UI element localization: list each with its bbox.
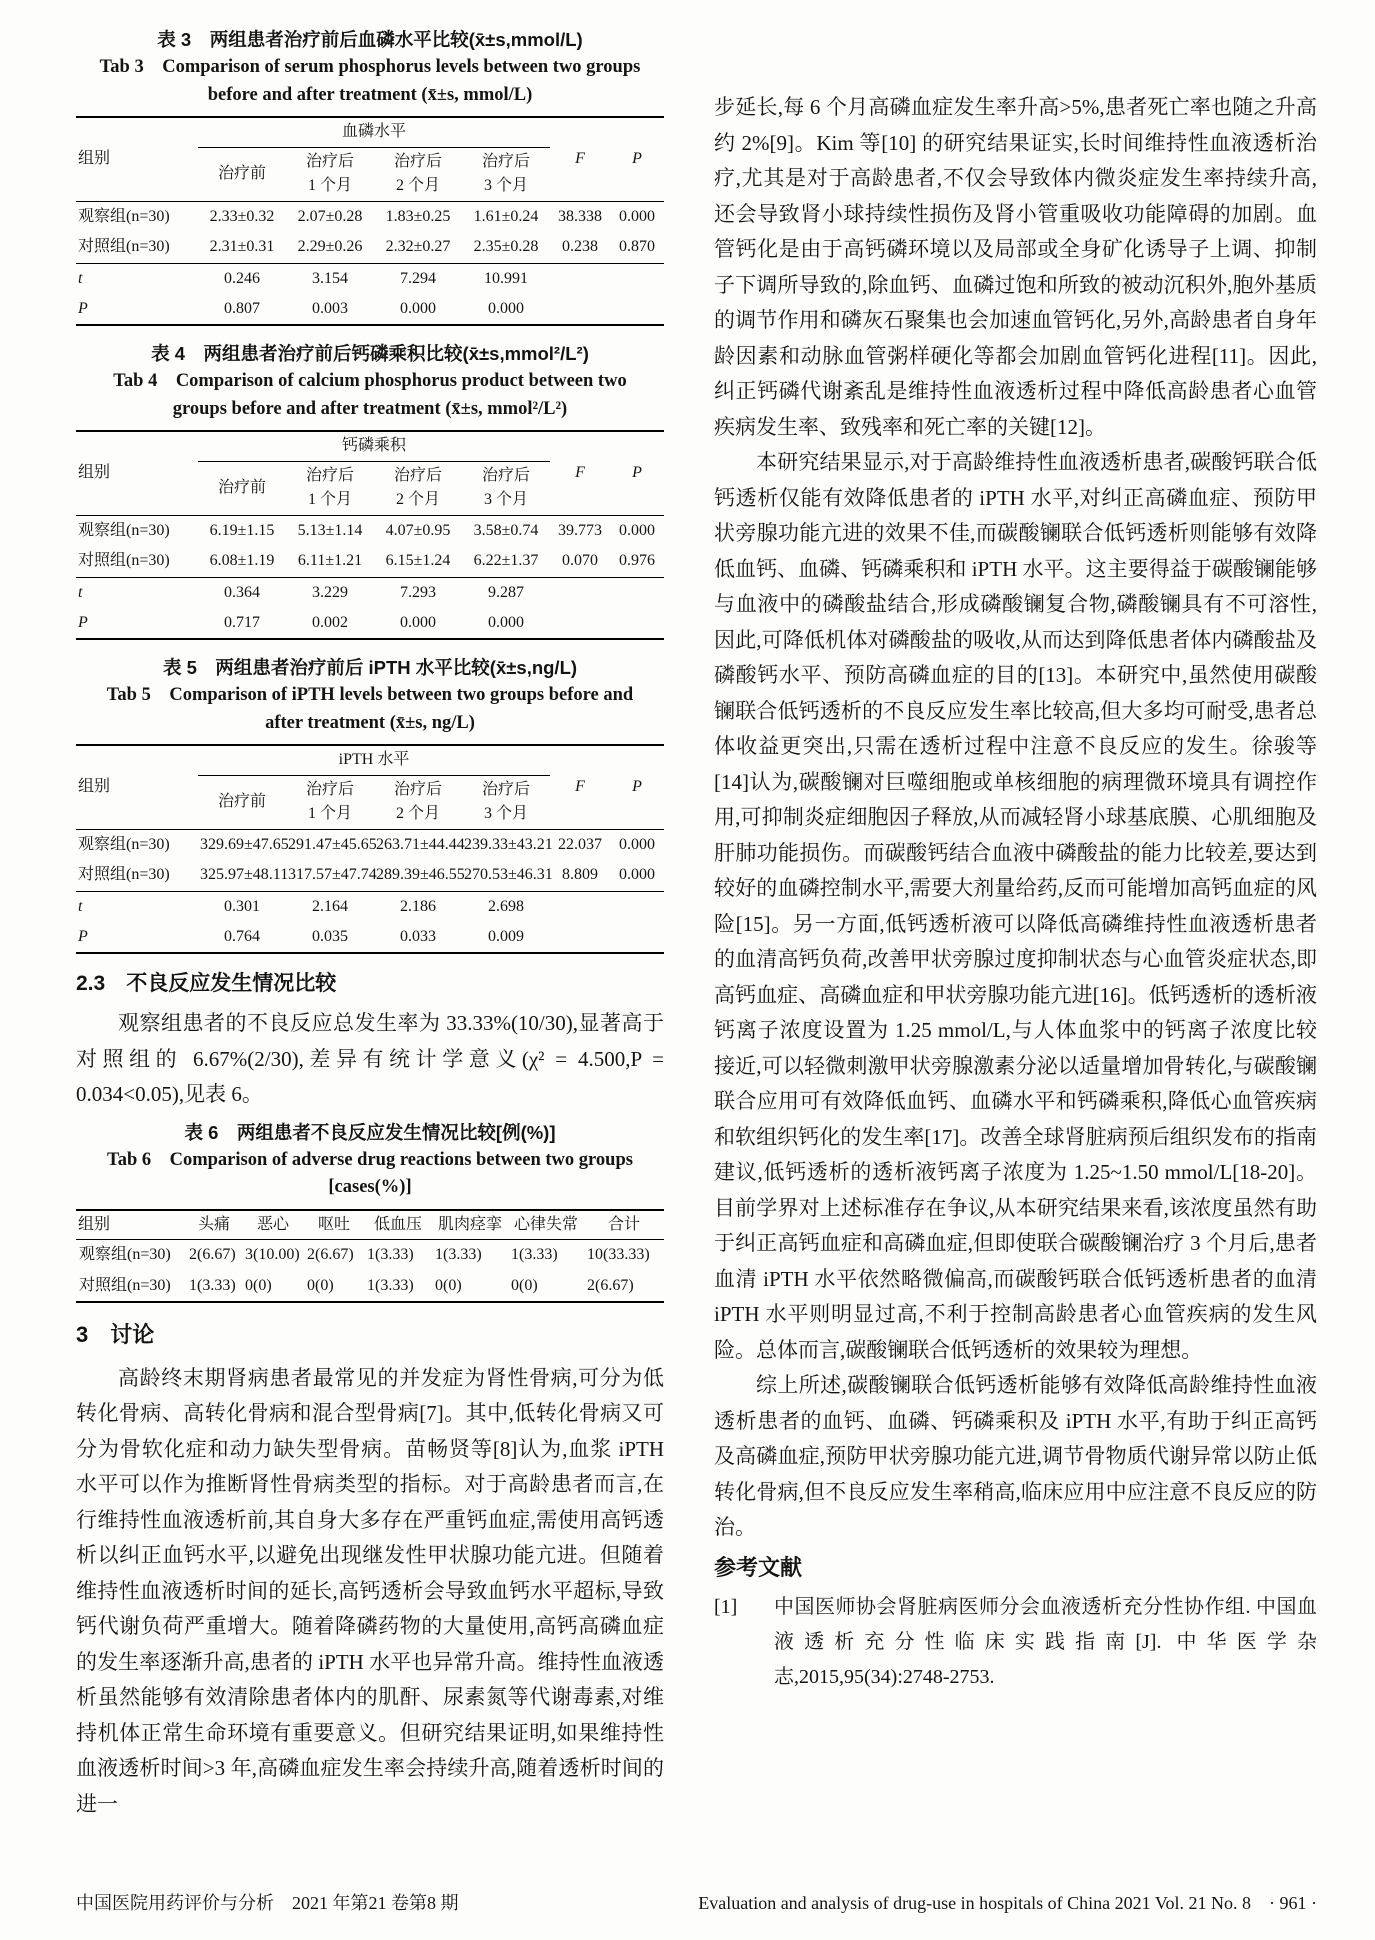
cell — [550, 608, 610, 639]
results-discussion-paragraph: 本研究结果显示,对于高龄维持性血液透析患者,碳酸钙联合低钙透析仅能有效降低患者的 iPTH 水平,对纠正高磷血症、预防甲状旁腺功能亢进的效果不佳,而碳酸镧联合低钙透析则能够有效降低血钙、血磷、钙磷乘积和 iPTH 水平。这主要得益于碳酸镧能够与血液中的磷酸盐结合,形成磷酸镧复合物,磷酸镧具有不可溶性,因此,可降低机体对磷酸盐的吸收,从而达到降低患者体内磷酸盐及磷酸钙水平、预防高磷血症的目的[13]。本研究中,虽然使用碳酸镧联合低钙透析的不良反应发生率比较高,但大多均可耐受,患者总体收益更突出,只需在透析过程中注意不良反应的发生。徐骏等[14]认为,碳酸镧对巨噬细胞或单核细胞的病理微环境具有调控作用,可抑制炎症细胞因子释放,从而减轻肾小球基底膜、心肌细胞及肝肺功能损伤。而碳酸钙结合血液中磷酸盐的能力比较差,要达到较好的血磷控制水平,需要大剂量给药,反而可能增加高钙血症的风险[15]。另一方面,低钙透析液可以降低高磷维持性血液透析患者的血清高钙负荷,改善甲状旁腺过度抑制状态与心血管炎症状态,即高钙血症、高磷血症和甲状旁腺功能亢进[16]。低钙透析的透析液钙离子浓度设置为 1.25 mmol/L,与人体血浆中的钙离子浓度比较接近,可以轻微刺激甲状旁腺激素分泌以适量增加骨转化,与碳酸镧联合应用可有效降低血钙、血磷水平和钙磷乘积,降低心血管疾病和软组织钙化的发生率[17]。改善全球肾脏病预后组织发布的指南建议,低钙透析的透析液钙离子浓度为 1.25~1.50 mmol/L[18-20]。目前学界对上述标准存在争议,从本研究结果来看,该浓度虽然有助于纠正高钙血症和高磷血症,但即使联合碳酸镧治疗 3 个月后,患者血清 iPTH 水平依然略微偏高,而碳酸钙联合低钙透析患者的血清 iPTH 水平则明显过高,不利于控制高龄患者心血管疾病的发生风险。总体而言,碳酸镧联合低钙透析的效果较为理想。 — [714, 450, 1317, 1362]
cell: 0.246 — [224, 269, 260, 287]
row-label: t — [78, 897, 83, 915]
table3-title-zh: 表 3 两组患者治疗前后血磷水平比较(x̄±s,mmol/L) — [157, 29, 583, 50]
discussion-paragraph: 高龄终末期肾病患者最常见的并发症为肾性骨病,可分为低转化骨病、高转化骨病和混合型骨病[7]。其中,低转化骨病又可分为骨软化症和动力缺失型骨病。苗畅贤等[8]认为,血浆 iPTH 水平可以作为推断肾性骨病类型的指标。对于高龄患者而言,在行维持性血液透析前,其自身大多存在严重钙血症,需使用高钙透析以纠正血钙水平,以避免出现继发性甲状腺功能亢进。但随着维持性血液透析时间的延长,高钙透析会导致血钙水平超标,导致钙代谢负荷严重增大。随着降磷药物的大量使用,高钙高磷血症的发生率逐渐升高,患者的 iPTH 水平也异常升高。维持性血液透析虽然能够有效清除患者体内的肌酐、尿素氮等代谢毒素,对维持机体正常生命环境有重要意义。但研究结果证明,如果维持性血液透析时间>3 年,高磷血症发生率会持续升高,随着透析时间的进一 — [76, 1365, 664, 1816]
cell: 2.32±0.27 — [374, 232, 462, 263]
cell — [610, 263, 664, 294]
cell: 0(0) — [435, 1276, 462, 1294]
cell: 39.773 — [558, 521, 603, 539]
cell: 317.57±47.74 — [286, 860, 374, 891]
header-line-1: 治疗后 — [305, 153, 354, 170]
header-line-1: 治疗后 — [305, 781, 354, 798]
header-line-2: 2 个月 — [395, 177, 440, 194]
cell: 1(3.33) — [367, 1276, 414, 1294]
cell: 0.870 — [610, 232, 664, 263]
cell: 2(6.67) — [189, 1246, 236, 1264]
header-line-1: 治疗后 — [393, 781, 442, 798]
table5-header-group: 组别 — [76, 745, 198, 829]
two-column-layout — [76, 26, 1317, 1822]
header-line-1: 治疗前 — [217, 165, 266, 182]
header-line-2: 3 个月 — [484, 491, 529, 508]
table6-header-cramp: 肌肉痉挛 — [432, 1210, 508, 1240]
table4-header-spanner: 钙磷乘积 — [198, 431, 550, 461]
row-label: t — [78, 583, 83, 601]
cell — [610, 608, 664, 639]
cell: 2.31±0.31 — [198, 232, 286, 263]
row-label: 对照组(n=30) — [76, 546, 198, 577]
cell: 0.035 — [312, 928, 348, 945]
table3-header-pre — [198, 147, 286, 201]
table6-header-nausea: 恶心 — [242, 1210, 304, 1240]
cell: 0(0) — [245, 1276, 272, 1294]
table-row — [76, 515, 664, 546]
cell: 2(6.67) — [587, 1276, 634, 1294]
table6-header-vomit: 呕吐 — [304, 1210, 364, 1240]
table-row — [76, 201, 664, 232]
header-line-1: 治疗后 — [393, 153, 442, 170]
header-line-2: 3 个月 — [483, 805, 528, 822]
table5-header-f: F — [550, 745, 610, 829]
table5-spanner-row — [76, 745, 664, 775]
table5-title-zh: 表 5 两组患者治疗前后 iPTH 水平比较(x̄±s,ng/L) — [162, 657, 578, 678]
cell: 1(3.33) — [189, 1276, 236, 1294]
cell: 0.717 — [224, 614, 260, 631]
table6-header-headache: 头痛 — [186, 1210, 242, 1240]
row-label: 观察组(n=30) — [78, 521, 170, 539]
row-label: P — [78, 614, 88, 631]
table-row — [76, 1271, 664, 1302]
cell: 4.07±0.95 — [385, 521, 451, 539]
table3-header-m1 — [286, 147, 374, 201]
cell: 0(0) — [511, 1276, 538, 1294]
header-line-2: 2 个月 — [395, 491, 440, 508]
cell: 0.807 — [224, 300, 260, 317]
row-label: 对照组(n=30) — [76, 232, 198, 263]
cell: 0.002 — [312, 614, 348, 631]
table4-header-f: F — [550, 431, 610, 515]
table4-header-m3 — [462, 461, 550, 515]
cell — [550, 263, 610, 294]
cell: 0.000 — [619, 521, 656, 539]
table3-block — [76, 26, 664, 326]
table5-header-pre — [198, 775, 286, 829]
header-line-2: 3 个月 — [484, 177, 529, 194]
cell: 329.69±47.65 — [200, 835, 289, 853]
cell: 5.13±1.14 — [297, 521, 363, 539]
header-line-2: 1 个月 — [307, 177, 352, 194]
cell: 10(33.33) — [587, 1246, 650, 1264]
cell: 0.000 — [488, 614, 524, 631]
cell: 0.364 — [224, 583, 260, 601]
table4-block — [76, 340, 664, 640]
reference-item — [714, 1590, 1317, 1695]
row-label: 对照组(n=30) — [79, 1276, 171, 1294]
cell: 1(3.33) — [511, 1246, 558, 1264]
cell: 2.07±0.28 — [297, 207, 363, 225]
row-label: 观察组(n=30) — [79, 1246, 171, 1264]
cell: 0.000 — [400, 300, 436, 317]
header-line-1: 治疗后 — [482, 153, 531, 170]
cell: 325.97±48.11 — [198, 860, 286, 891]
footer-journal-en: Evaluation and analysis of drug-use in hospitals of China 2021 Vol. 21 No. 8 · 961 · — [698, 1893, 1317, 1913]
reference-number: [1] — [714, 1595, 738, 1618]
cell: 7.293 — [400, 583, 436, 601]
cell: 3.229 — [312, 583, 348, 601]
cell: 291.47±45.65 — [288, 835, 377, 853]
table3 — [76, 116, 664, 326]
cell: 0.976 — [610, 546, 664, 577]
conclusion-paragraph: 综上所述,碳酸镧联合低钙透析能够有效降低高龄维持性血液透析患者的血钙、血磷、钙磷乘积及 iPTH 水平,有助于纠正高钙及高磷血症,预防甲状旁腺功能亢进,调节骨物质代谢异常以防止低转化骨病,但不良反应发生率稍高,临床应用中应注意不良反应的防治。 — [714, 1373, 1317, 1539]
cell: 10.991 — [484, 269, 528, 287]
cell: 0.764 — [224, 928, 260, 945]
table5 — [76, 744, 664, 954]
table3-header-f: F — [550, 117, 610, 201]
table-row — [76, 232, 664, 263]
table3-header-m2 — [374, 147, 462, 201]
row-label: 观察组(n=30) — [78, 835, 170, 853]
section-2-3-paragraph: 观察组患者的不良反应总发生率为 33.33%(10/30),显著高于对照组的 6.67%(2/30),差异有统计学意义(χ² = 4.500,P = 0.034<0.05),见表 6。 — [76, 1011, 664, 1106]
header-line-1: 治疗后 — [481, 781, 530, 798]
table3-header-p: P — [610, 117, 664, 201]
left-column — [76, 26, 664, 1822]
table3-spanner-row — [76, 117, 664, 147]
page-footer — [76, 1890, 1317, 1916]
table6-title-en: Tab 6 Comparison of adverse drug reactions between two groups [cases(%)] — [107, 1149, 633, 1197]
table-row — [76, 860, 664, 891]
cell: 3.154 — [312, 269, 348, 287]
cell: 0.033 — [400, 928, 436, 945]
cell: 0(0) — [307, 1276, 334, 1294]
cell: 22.037 — [558, 835, 602, 853]
cell — [610, 922, 664, 953]
references-heading: 参考文献 — [714, 1554, 803, 1580]
header-line-1: 治疗前 — [217, 793, 266, 810]
row-label: t — [78, 269, 83, 287]
table4 — [76, 430, 664, 640]
cell: 1.61±0.24 — [473, 207, 539, 225]
table5-header-m1 — [286, 775, 374, 829]
cell: 0.301 — [224, 897, 260, 915]
row-label: P — [78, 928, 88, 945]
row-label: 对照组(n=30) — [76, 860, 198, 891]
table-row — [76, 546, 664, 577]
reference-text: 中国医师协会肾脏病医师分会血液透析充分性协作组. 中国血液透析充分性临床实践指南[J]. 中华医学杂志,2015,95(34):2748-2753. — [774, 1595, 1317, 1688]
table6 — [76, 1209, 664, 1303]
cell: 3.58±0.74 — [473, 521, 539, 539]
cell: 0.070 — [550, 546, 610, 577]
cell: 9.287 — [488, 583, 524, 601]
cell: 1.83±0.25 — [385, 207, 451, 225]
cell — [550, 577, 610, 608]
table4-header-m2 — [374, 461, 462, 515]
header-line-1: 治疗后 — [482, 467, 531, 484]
cell: 0.238 — [550, 232, 610, 263]
table6-header-row — [76, 1210, 664, 1240]
cell — [610, 294, 664, 325]
table4-title-en: Tab 4 Comparison of calcium phosphorus product between two groups before and after treatment (x̄±s, mmol²/L²) — [113, 371, 627, 419]
table4-header-p: P — [610, 431, 664, 515]
row-label: P — [78, 300, 88, 317]
cell: 6.08±1.19 — [198, 546, 286, 577]
table6-title-zh: 表 6 两组患者不良反应发生情况比较[例(%)] — [184, 1121, 556, 1143]
cell: 263.71±44.44 — [376, 835, 465, 853]
cell: 6.11±1.21 — [286, 546, 374, 577]
cell — [550, 922, 610, 953]
row-label: 观察组(n=30) — [78, 207, 170, 225]
cell: 7.294 — [400, 269, 436, 287]
table3-header-group: 组别 — [76, 117, 198, 201]
table6-header-arrhythmia: 心律失常 — [508, 1210, 584, 1240]
cell: 6.19±1.15 — [209, 521, 275, 539]
table5-header-m2 — [374, 775, 462, 829]
cell: 8.809 — [550, 860, 610, 891]
header-line-2: 1 个月 — [307, 491, 352, 508]
table5-header-m3 — [462, 775, 550, 829]
cell: 270.53±46.31 — [462, 860, 550, 891]
cell: 2.29±0.26 — [286, 232, 374, 263]
cell: 6.22±1.37 — [462, 546, 550, 577]
table6-header-group: 组别 — [76, 1210, 186, 1240]
cell: 0.000 — [610, 860, 664, 891]
table5-header-p: P — [610, 745, 664, 829]
cell: 2.698 — [488, 897, 524, 915]
cell: 2.33±0.32 — [209, 207, 275, 225]
cell: 1(3.33) — [435, 1246, 482, 1264]
header-line-1: 治疗后 — [393, 467, 442, 484]
cell — [610, 577, 664, 608]
table-row — [76, 577, 664, 608]
table4-spanner-row — [76, 431, 664, 461]
table3-title-en: Tab 3 Comparison of serum phosphorus levels between two groups before and after treatment (x̄±s, mmol/L) — [99, 57, 641, 105]
header-line-2: 1 个月 — [307, 805, 352, 822]
cell: 0.000 — [488, 300, 524, 317]
table5-header-spanner: iPTH 水平 — [198, 745, 550, 775]
cell: 239.33±43.21 — [464, 835, 553, 853]
table-row — [76, 294, 664, 325]
cell: 2.35±0.28 — [462, 232, 550, 263]
cell: 2.186 — [400, 897, 436, 915]
cell: 0.003 — [312, 300, 348, 317]
table-row — [76, 891, 664, 922]
table-row — [76, 829, 664, 860]
table4-title-zh: 表 4 两组患者治疗前后钙磷乘积比较(x̄±s,mmol²/L²) — [151, 343, 589, 364]
cell: 0.000 — [400, 614, 436, 631]
header-line-2: 2 个月 — [395, 805, 440, 822]
table3-header-spanner: 血磷水平 — [198, 117, 550, 147]
cell: 1(3.33) — [367, 1246, 414, 1264]
section-3-heading: 3 讨论 — [76, 1321, 155, 1347]
cell — [610, 891, 664, 922]
cell: 0.000 — [619, 835, 655, 853]
table6-header-hypotension: 低血压 — [364, 1210, 432, 1240]
footer-journal-zh: 中国医院用药评价与分析 2021 年第21 卷第8 期 — [76, 1893, 459, 1913]
table5-block — [76, 654, 664, 954]
table6-header-total: 合计 — [584, 1210, 664, 1240]
cell: 3(10.00) — [245, 1246, 300, 1264]
right-column — [714, 26, 1317, 1822]
cell: 38.338 — [558, 207, 603, 225]
table-row — [76, 922, 664, 953]
cell: 2.164 — [312, 897, 348, 915]
table4-header-pre — [198, 461, 286, 515]
table5-title-en: Tab 5 Comparison of iPTH levels between two groups before and after treatment (x̄±s, ng/L) — [106, 685, 634, 733]
table4-header-group: 组别 — [76, 431, 198, 515]
header-line-1: 治疗前 — [217, 479, 266, 496]
cell: 0.000 — [619, 207, 656, 225]
table3-header-m3 — [462, 147, 550, 201]
cell: 0.009 — [488, 928, 524, 945]
cell: 289.39±46.55 — [374, 860, 462, 891]
table6-block — [76, 1119, 664, 1303]
table-row — [76, 263, 664, 294]
cell — [550, 294, 610, 325]
section-2-3-heading: 2.3 不良反应发生情况比较 — [76, 972, 337, 995]
table-row — [76, 608, 664, 639]
table4-header-m1 — [286, 461, 374, 515]
header-line-1: 治疗后 — [305, 467, 354, 484]
cell: 6.15±1.24 — [374, 546, 462, 577]
cell: 2(6.67) — [307, 1246, 354, 1264]
cell — [550, 891, 610, 922]
continuation-paragraph: 步延长,每 6 个月高磷血症发生率升高>5%,患者死亡率也随之升高约 2%[9]。Kim 等[10] 的研究结果证实,长时间维持性血液透析治疗,尤其是对于高龄患者,不仅会导致体内微炎症发生率持续升高,还会导致肾小球持续性损伤及肾小管重吸收功能障碍的加剧。血管钙化是由于高钙磷环境以及局部或全身矿化诱导子上调、抑制子下调所导致的,除血钙、血磷过饱和所致的被动沉积外,胞外基质的调节作用和磷灰石聚集也会加速血管钙化,另外,高龄患者自身年龄因素和动脉血管粥样硬化等都会加剧血管钙化进程[11]。因此,纠正钙磷代谢紊乱是维持性血液透析过程中降低高龄患者心血管疾病发生率、致残率和死亡率的关键[12]。 — [714, 95, 1317, 439]
table-row — [76, 1240, 664, 1271]
